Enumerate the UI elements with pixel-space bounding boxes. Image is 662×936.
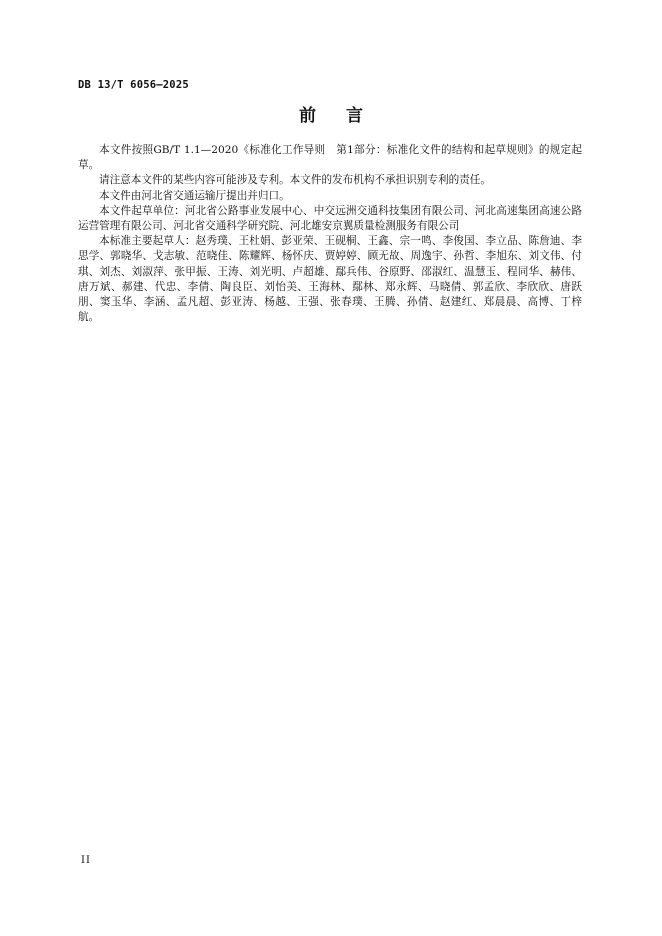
paragraph-patent-notice: 请注意本文件的某些内容可能涉及专利。本文件的发布机构不承担识别专利的责任。 [99, 174, 491, 187]
paragraph-drafters: 本标准主要起草人：赵秀璞、王杜娟、彭亚荣、王砚桐、王鑫、宗一鸣、李俊国、李立品、陈詹迪、李思学、郭晓华、戈志敏、范晓佳、陈耀辉、杨怀庆、贾婷婷、顾无故、周逸宇、孙哲、李旭东、刘文伟、付琪、刘杰、刘淑萍、张甲振、王涛、刘光明、卢超雄、鄢兵伟、谷原野、邵淑红、温慧玉、程同华、赫伟、唐万斌、郝建、代忠、李倩、陶良臣、刘怡美、王海林、鄢林、郑永辉、马晓倩、郭孟欣、李欣欣、唐跃朋、窦玉华、李涵、孟凡超、彭亚涛、杨越、王强、张春璞、王腾、孙倩、赵建红、郑晨晨、高博、丁梓航。 [78, 235, 582, 324]
page-title: 前言 [299, 106, 393, 126]
page-number: II [81, 855, 91, 866]
paragraph-drafting-rules: 本文件按照GB/T 1.1—2020《标准化工作导则 第1部分：标准化文件的结构和起草规则》的规定起草。 [78, 144, 582, 172]
foreword-body [78, 143, 582, 325]
paragraph-drafting-units: 本文件起草单位：河北省公路事业发展中心、中交远洲交通科技集团有限公司、河北高速集团高速公路运营管理有限公司、河北省交通科学研究院、河北雄安京翼质量检测服务有限公司 [78, 204, 582, 233]
document-id: DB 13/T 6056—2025 [78, 79, 189, 91]
paragraph-proposer: 本文件由河北省交通运输厅提出并归口。 [99, 189, 290, 202]
